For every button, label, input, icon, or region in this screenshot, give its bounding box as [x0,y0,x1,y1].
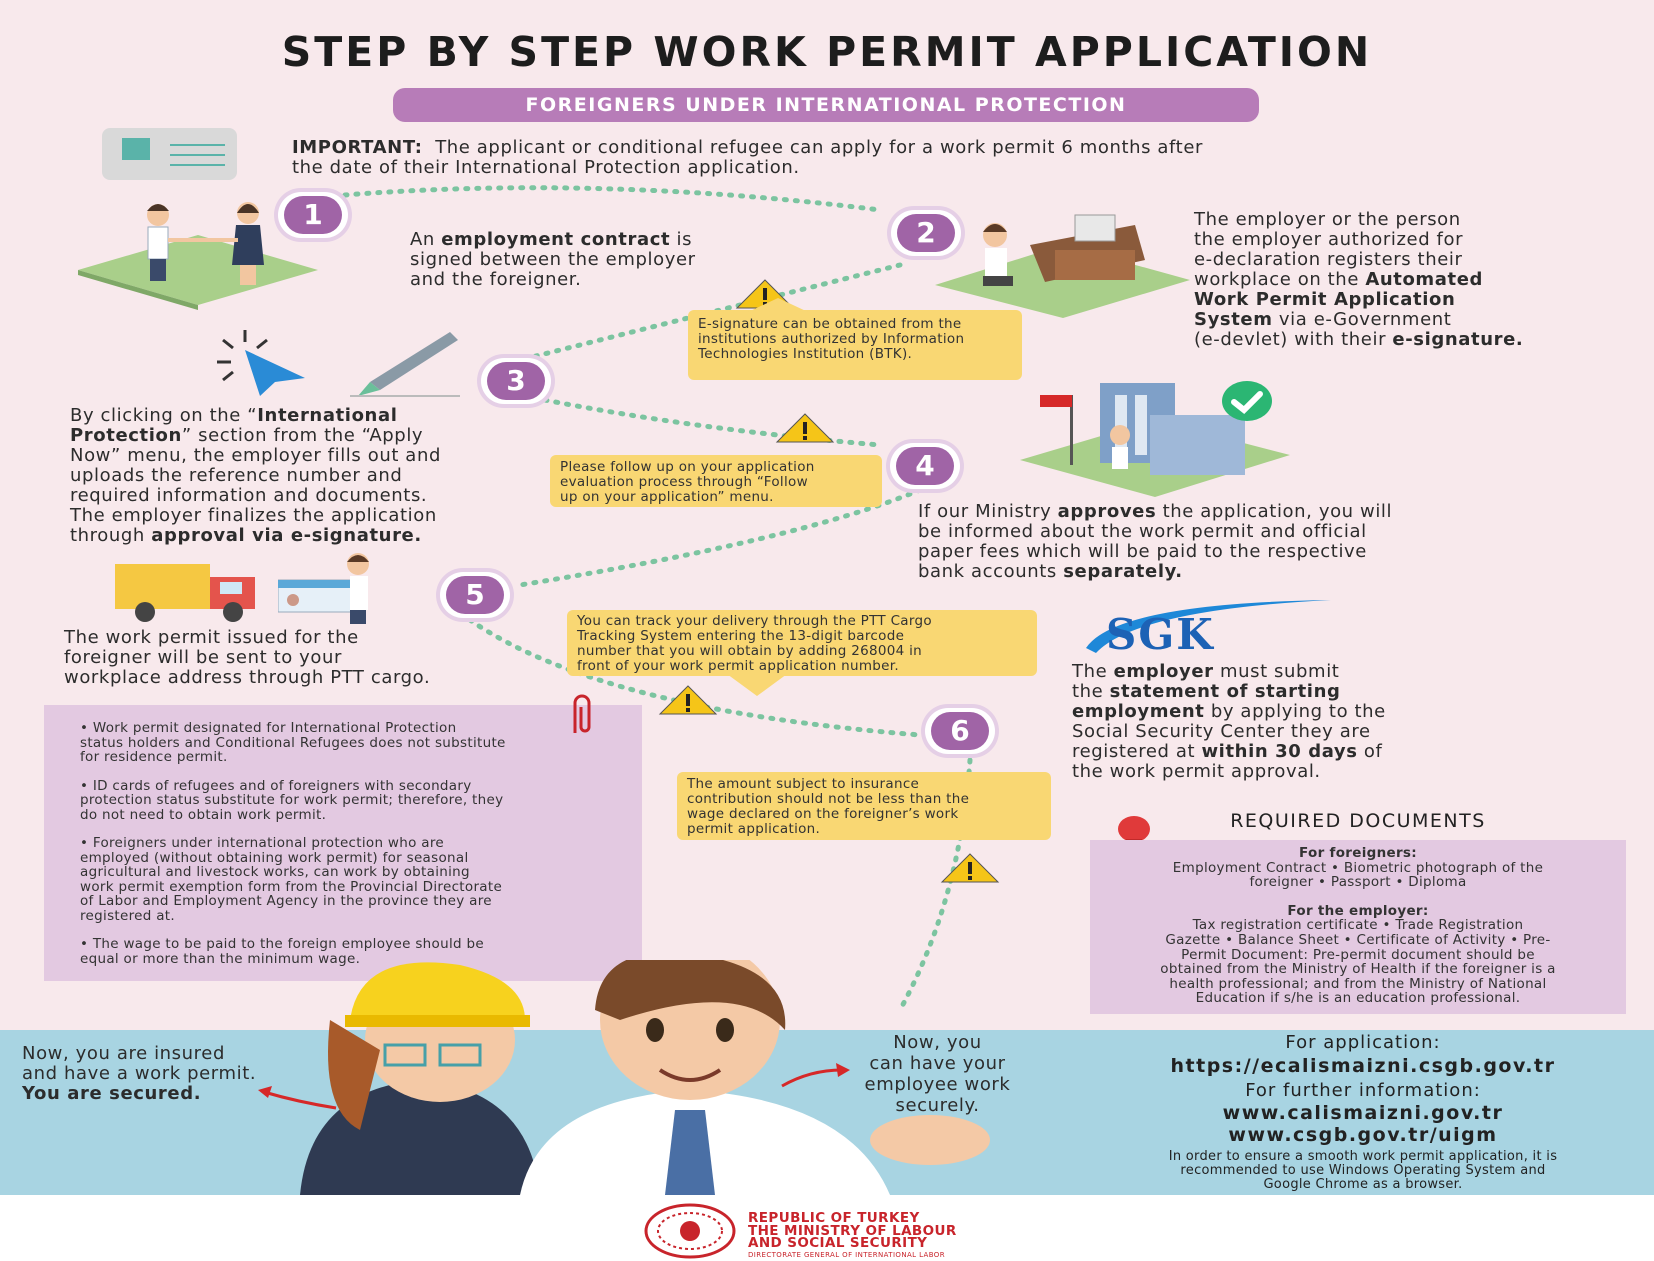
bubble-tail [748,298,808,312]
step-4-badge: 4 [890,443,960,489]
important-note [292,138,1492,178]
insurance-bubble: The amount subject to insurance contribution should not be less than the wage declared on the foreigner’s work permit application. [677,772,1051,840]
office-desk-illustration [935,210,1190,320]
insured-message: Now, you are insured and have a work permit. You are secured. [22,1043,257,1104]
arrow-icon [258,1082,338,1112]
delivery-truck-icon [115,562,260,624]
warning-icon [940,852,1000,884]
foreigners-label: For foreigners: [1299,845,1417,861]
step-1-badge: 1 [278,192,348,238]
step-3-text: By clicking on the “International Protection” section from the “Apply Now” menu, the employer fills out and uploads the reference number and required information and documents. The employer finalizes the application through approval via e-signature. [70,405,441,546]
step-3-badge: 3 [481,358,551,404]
cursor-click-icon [205,328,305,396]
ministry-name: REPUBLIC OF TURKEY THE MINISTRY OF LABOUR AND SOCIAL SECURITY DIRECTORATE GENERAL OF INTERNATIONAL LABOR [748,1210,957,1259]
warning-icon [658,684,718,716]
step-4-text: If our Ministry approves the application, you will be informed about the work permit and official paper fees which will be paid to the respective bank accounts separately. [918,501,1393,582]
note-item: • Foreigners under international protection who are employed (without obtaining work permit) for seasonal agricultural and livestock works, can work by obtaining work permit exemption form from the Provincial Directorate of Labor and Employment Agency in the province they are registered at. [80,835,503,924]
page-subtitle: FOREIGNERS UNDER INTERNATIONAL PROTECTION [393,88,1259,122]
esign-bubble: E-signature can be obtained from the institutions authorized by Information Technologies Institution (BTK). [688,310,1022,380]
step-2-badge: 2 [891,210,961,256]
step-2-text: The employer or the person the employer authorized for e-declaration registers their workplace on the Automated Work Permit Application System via e-Government (e-devlet) with their e-signature. [1194,209,1524,350]
csgb-link[interactable]: www.csgb.gov.tr/uigm [1228,1124,1498,1146]
ministry-seal-icon [643,1203,737,1259]
calismaizni-link[interactable]: www.calismaizni.gov.tr [1222,1102,1504,1124]
note-item: • ID cards of refugees and of foreigners with secondary protection status substitute for work permit; therefore, they do not need to obtain work permit. [80,777,504,823]
step-6-badge: 6 [925,708,995,754]
step-1-text: An employment contract is signed between the employer and the foreigner. [410,229,696,290]
application-link[interactable]: https://ecalismaizni.csgb.gov.tr [1170,1055,1556,1077]
note-item: • The wage to be paid to the foreign employee should be equal or more than the minimum wage. [80,936,484,967]
page-title: STEP BY STEP WORK PERMIT APPLICATION [281,28,1373,76]
check-icon [1222,380,1272,422]
employee-message: Now, you can have your employee work securely. [864,1032,1011,1116]
bubble-tail [727,674,787,696]
arrow-icon [780,1060,850,1090]
required-docs-heading: REQUIRED DOCUMENTS [1230,810,1486,832]
notes-panel [44,705,642,981]
work-permit-card-icon [278,552,393,624]
id-card-icon [102,128,237,180]
step-5-text: The work permit issued for the foreigner will be sent to your workplace address through PTT cargo. [64,627,431,688]
warning-icon [775,412,835,444]
step-6-text: The employer must submit the statement of starting employment by applying to the Social Security Center they are registered at within 30 days of the work permit approval. [1072,661,1386,782]
contact-info: For application: https://ecalismaizni.csgb.gov.tr For further information: www.calismaizni.gov.tr www.csgb.gov.tr/uigm In order to ensure a smooth work permit application, it is recommended to use Windows Operating System and Google Chrome as a browser. [1090,1032,1636,1192]
important-line2: the date of their International Protection application. [292,157,800,178]
pen-icon [350,330,460,398]
followup-bubble: Please follow up on your application evaluation process through “Follow up on your application” menu. [550,455,882,507]
important-line1: The applicant or conditional refugee can apply for a work permit 6 months after [435,137,1204,158]
important-label: IMPORTANT: [292,137,423,158]
paperclip-icon [565,693,595,737]
ptt-tracking-bubble: You can track your delivery through the PTT Cargo Tracking System entering the 13-digit barcode number that you will obtain by adding 268004 in front of your work permit application number. [567,610,1037,676]
required-docs-panel: For foreigners: Employment Contract • Biometric photograph of the foreigner • Passport • Diploma For the employer: Tax registration certificate • Trade Registration Gazette • Balance Sheet • Certificate of Activity • Pre- Permit Document: Pre-permit document should be obtained from the Ministry of Health if the foreigner is a health professional; and from the Ministry of National Education if s/he is an education professional. [1090,840,1626,1014]
sgk-logo: SGK [1076,598,1336,656]
step-5-badge: 5 [440,572,510,618]
employer-label: For the employer: [1287,902,1429,919]
note-item: • Work permit designated for International Protection status holders and Conditional Refugees does not substitute for residence permit. [80,720,506,765]
